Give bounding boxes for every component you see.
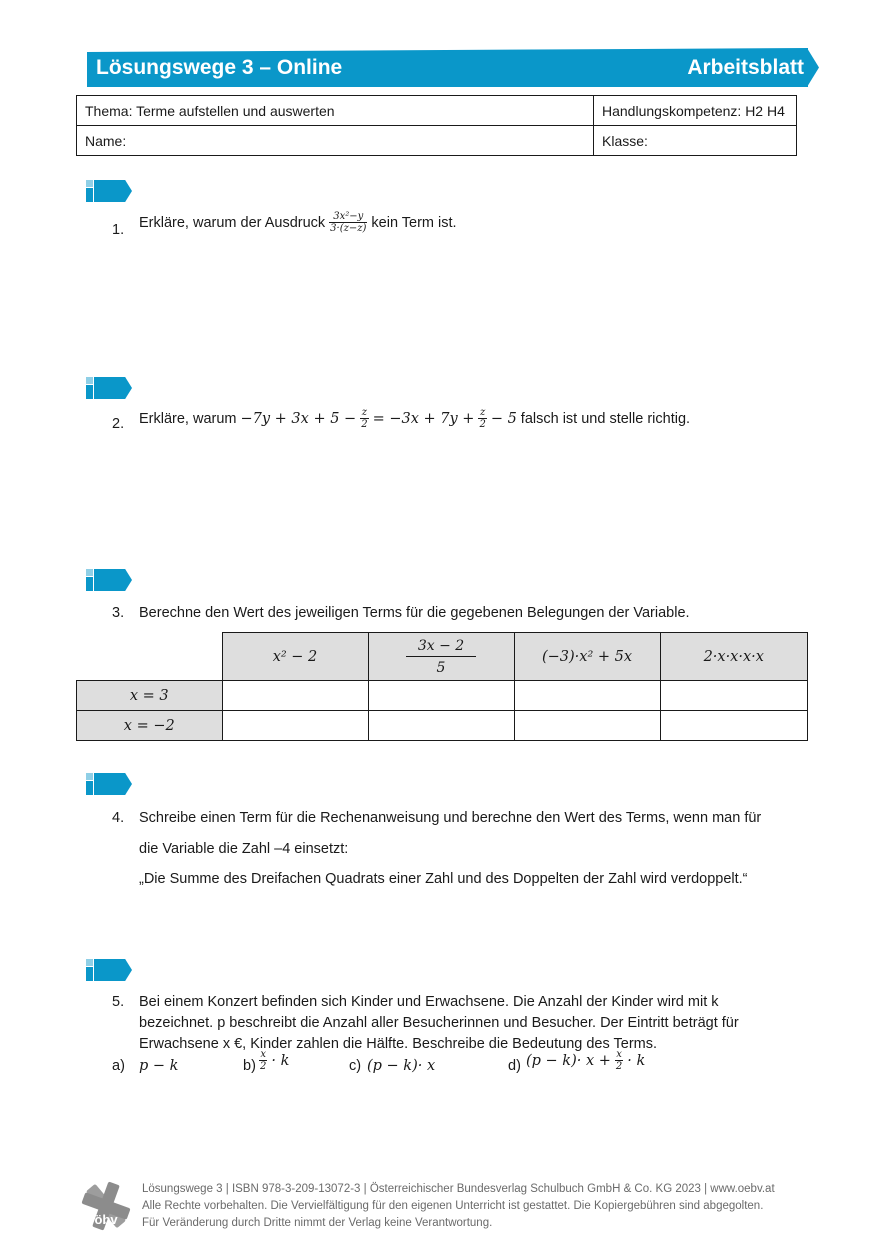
footer-line-3: Für Veränderung durch Dritte nimmt der Verlag keine Verantwortung. bbox=[142, 1217, 493, 1229]
header-cell: 2·x·x·x·x bbox=[660, 633, 808, 681]
name-cell[interactable]: Name: bbox=[77, 126, 594, 156]
task-5-line-2: bezeichnet. p beschreibt die Anzahl aller Besucherinnen und Besucher. Der Eintritt beträgt für bbox=[139, 1015, 739, 1031]
header-type: Arbeitsblatt bbox=[687, 56, 804, 79]
header-cell: (−3)·x² + 5x bbox=[514, 633, 660, 681]
task-number: 3. bbox=[112, 605, 125, 621]
answer-cell[interactable] bbox=[368, 681, 514, 711]
task-2-fraction-left: $\frac{z}{2}$ bbox=[361, 407, 368, 430]
subtask-a-label: a) bbox=[112, 1058, 125, 1074]
task-2-after: falsch ist und stelle richtig. bbox=[520, 411, 691, 427]
footer-line-2: Alle Rechte vorbehalten. Die Vervielfältigung für den eigenen Unterricht ist gestattet. Die Kopiergebühren sind abgegolten. bbox=[142, 1200, 764, 1212]
task-4-line-1: Schreibe einen Term für die Rechenanweisung und berechne den Wert des Terms, wenn man für bbox=[139, 810, 762, 826]
subtask-b-term: $\frac{x}{2}$ · k bbox=[260, 1049, 290, 1072]
subtask-c-label: c) bbox=[349, 1058, 362, 1074]
task-marker-icon bbox=[86, 569, 136, 591]
header-cell: x² − 2 bbox=[222, 633, 368, 681]
task-2-lhs: −7y + 3x + 5 − bbox=[240, 411, 357, 427]
header-cell: $\frac{3x - 2}{5}$ bbox=[368, 633, 514, 681]
answer-cell[interactable] bbox=[514, 711, 660, 741]
kompetenz-cell: Handlungskompetenz: H2 H4 bbox=[594, 96, 797, 126]
task-marker-icon bbox=[86, 180, 136, 202]
task-5-line-1: Bei einem Konzert befinden sich Kinder und Erwachsene. Die Anzahl der Kinder wird mit k bbox=[139, 994, 719, 1010]
task-3-text: Berechne den Wert des jeweiligen Terms für die gegebenen Belegungen der Variable. bbox=[139, 605, 690, 621]
subtask-c-term: (p − k)· x bbox=[367, 1058, 436, 1074]
header-banner-arrow bbox=[807, 48, 819, 87]
answer-cell[interactable] bbox=[660, 711, 808, 741]
empty-corner-cell bbox=[77, 633, 223, 681]
klasse-cell[interactable]: Klasse: bbox=[594, 126, 797, 156]
task-2-before: Erkläre, warum bbox=[139, 411, 237, 427]
answer-cell[interactable] bbox=[368, 711, 514, 741]
answer-cell[interactable] bbox=[660, 681, 808, 711]
footer-line-1: Lösungswege 3 | ISBN 978-3-209-13072-3 | Österreichischer Bundesverlag Schulbuch GmbH & Co. KG 2023 | www.oebv.at bbox=[142, 1183, 775, 1195]
answer-cell[interactable] bbox=[222, 681, 368, 711]
task-2-end: − 5 bbox=[490, 411, 517, 427]
task-4-quote: „Die Summe des Dreifachen Quadrats einer Zahl und des Doppelten der Zahl wird verdoppelt.“ bbox=[139, 871, 748, 887]
task-number: 1. bbox=[112, 222, 125, 238]
task-marker-icon bbox=[86, 773, 136, 795]
task-2-fraction-right: $\frac{z}{2}$ bbox=[479, 407, 486, 430]
publisher-logo bbox=[80, 1180, 132, 1232]
task-marker-icon bbox=[86, 377, 136, 399]
subtask-d-label: d) bbox=[508, 1058, 521, 1074]
task-number: 5. bbox=[112, 994, 125, 1010]
row-label-cell: x = −2 bbox=[77, 711, 223, 741]
task-5-line-3: Erwachsene x €, Kinder zahlen die Hälfte. Beschreibe die Bedeutung des Terms. bbox=[139, 1036, 658, 1052]
task-2-mid: = −3x + 7y + bbox=[372, 411, 475, 427]
subtask-a-term: p − k bbox=[139, 1058, 179, 1074]
values-table bbox=[76, 632, 808, 741]
answer-cell[interactable] bbox=[514, 681, 660, 711]
header-title: Lösungswege 3 – Online bbox=[96, 56, 343, 79]
subtask-d-term: (p − k)· x + $\frac{x}{2}$ · k bbox=[526, 1049, 646, 1072]
task-number: 4. bbox=[112, 810, 125, 826]
task-marker-icon bbox=[86, 959, 136, 981]
answer-cell[interactable] bbox=[222, 711, 368, 741]
task-1-after: kein Term ist. bbox=[371, 215, 457, 231]
task-1-text bbox=[139, 212, 457, 234]
info-table bbox=[76, 95, 797, 156]
thema-cell: Thema: Terme aufstellen und auswerten bbox=[77, 96, 594, 126]
task-number: 2. bbox=[112, 416, 125, 432]
task-1-before: Erkläre, warum der Ausdruck bbox=[139, 215, 326, 231]
task-4-line-2: die Variable die Zahl –4 einsetzt: bbox=[139, 841, 349, 857]
subtask-b-label: b) bbox=[243, 1058, 256, 1074]
task-1-fraction: $\frac{\text{3x²−y}}{3\cdot(z-z)}$ bbox=[330, 211, 367, 234]
row-label-cell: x = 3 bbox=[77, 681, 223, 711]
publisher-logo-text: öbv bbox=[94, 1212, 118, 1227]
task-2-text bbox=[139, 408, 690, 430]
